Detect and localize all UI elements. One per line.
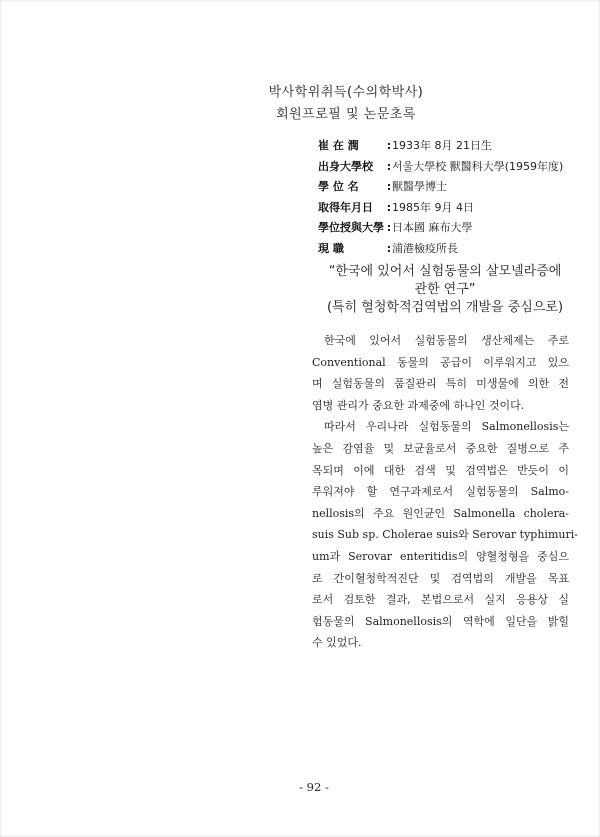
page-header [46,82,600,126]
profile-value: 서울大學校 獸醫科大學(1959年度) [392,159,564,173]
thesis-subtitle: (특히 혈청학적검역법의 개발을 중심으로) [326,300,564,315]
abstract-line: 로서 검토한 결과, 본법으로서 실지 응용상 실 [312,593,569,607]
profile-label: 出身大學校 [318,159,373,173]
profile-label: 學 位 名 [318,180,359,193]
profile-value: 日本國 麻布大學 [392,221,473,234]
profile-value: 1933年 8月 21日生 [392,139,492,152]
thesis-title-line: 관한 연구” [414,282,476,297]
abstract-line: 루워져야 할 연구과제로서 실험동물의 Salmo- [312,485,569,499]
profile-colon: : [386,180,392,193]
abstract-line: 험동물의 Salmonellosis의 역학에 일단을 밝힐 [312,614,569,628]
profile-row-position [318,240,588,261]
abstract-line: 수 있었다. [312,636,362,650]
page-number: - 92 - [299,780,329,794]
abstract-line: 목되며 이에 대한 검색 및 검역법은 반듯이 이 [312,463,569,477]
abstract-line: 로 간이혈청학적진단 및 검역법의 개발을 목표 [312,571,569,585]
profile-row-date [318,199,588,220]
profile-value: 浦港檢疫所長 [392,241,458,255]
profile-table [318,137,588,260]
profile-label: 取得年月日 [318,200,373,214]
thesis-title [300,263,590,317]
abstract-line: 며 실험동물의 품질관리 특히 미생물에 의한 전 [312,377,569,391]
abstract-line: 따라서 우리나라 실험동물의 Salmonellosis는 [324,420,569,434]
abstract-line: Conventional 동물의 공급이 이루워지고 있으 [312,355,569,369]
profile-row-name [318,137,588,158]
profile-value: 獸醫學博士 [392,180,447,193]
profile-colon: : [386,241,392,255]
profile-colon: : [386,200,392,214]
abstract-line: 높은 감염율 및 보균율로서 중요한 질병으로 주 [312,441,569,455]
abstract-line: 한국에 있어서 실험동물의 생산체제는 주로 [324,334,569,347]
abstract-line: um과 Serovar enteritidis의 양혈청형을 중심으 [312,549,569,563]
profile-colon: : [386,221,392,234]
profile-colon: : [386,139,392,152]
profile-row-degree [318,178,588,199]
header-section-line: 회원프로필 및 논문초록 [276,107,416,122]
profile-label: 學位授與大學 [318,221,384,234]
profile-value: 1985年 9月 4日 [392,200,474,214]
profile-row-granting-university [318,219,588,240]
header-degree-line: 박사학위취득(수의학박사) [268,85,424,100]
abstract-body [312,330,578,654]
thesis-title-line: “한국에 있어서 실험동물의 살모넬라증에 [328,264,562,279]
profile-label: 現 職 [318,241,344,255]
profile-row-university [318,158,588,179]
abstract-line: nellosis의 주요 원인균인 Salmonella cholera- [312,506,569,520]
profile-label: 崔 在 潤 [318,139,359,152]
abstract-line: suis Sub sp. Cholerae suis와 Serovar typhimuri- [312,528,578,542]
profile-colon: : [386,159,392,173]
abstract-line: 염병 관리가 중요한 과제중에 하나인 것이다. [312,398,525,412]
